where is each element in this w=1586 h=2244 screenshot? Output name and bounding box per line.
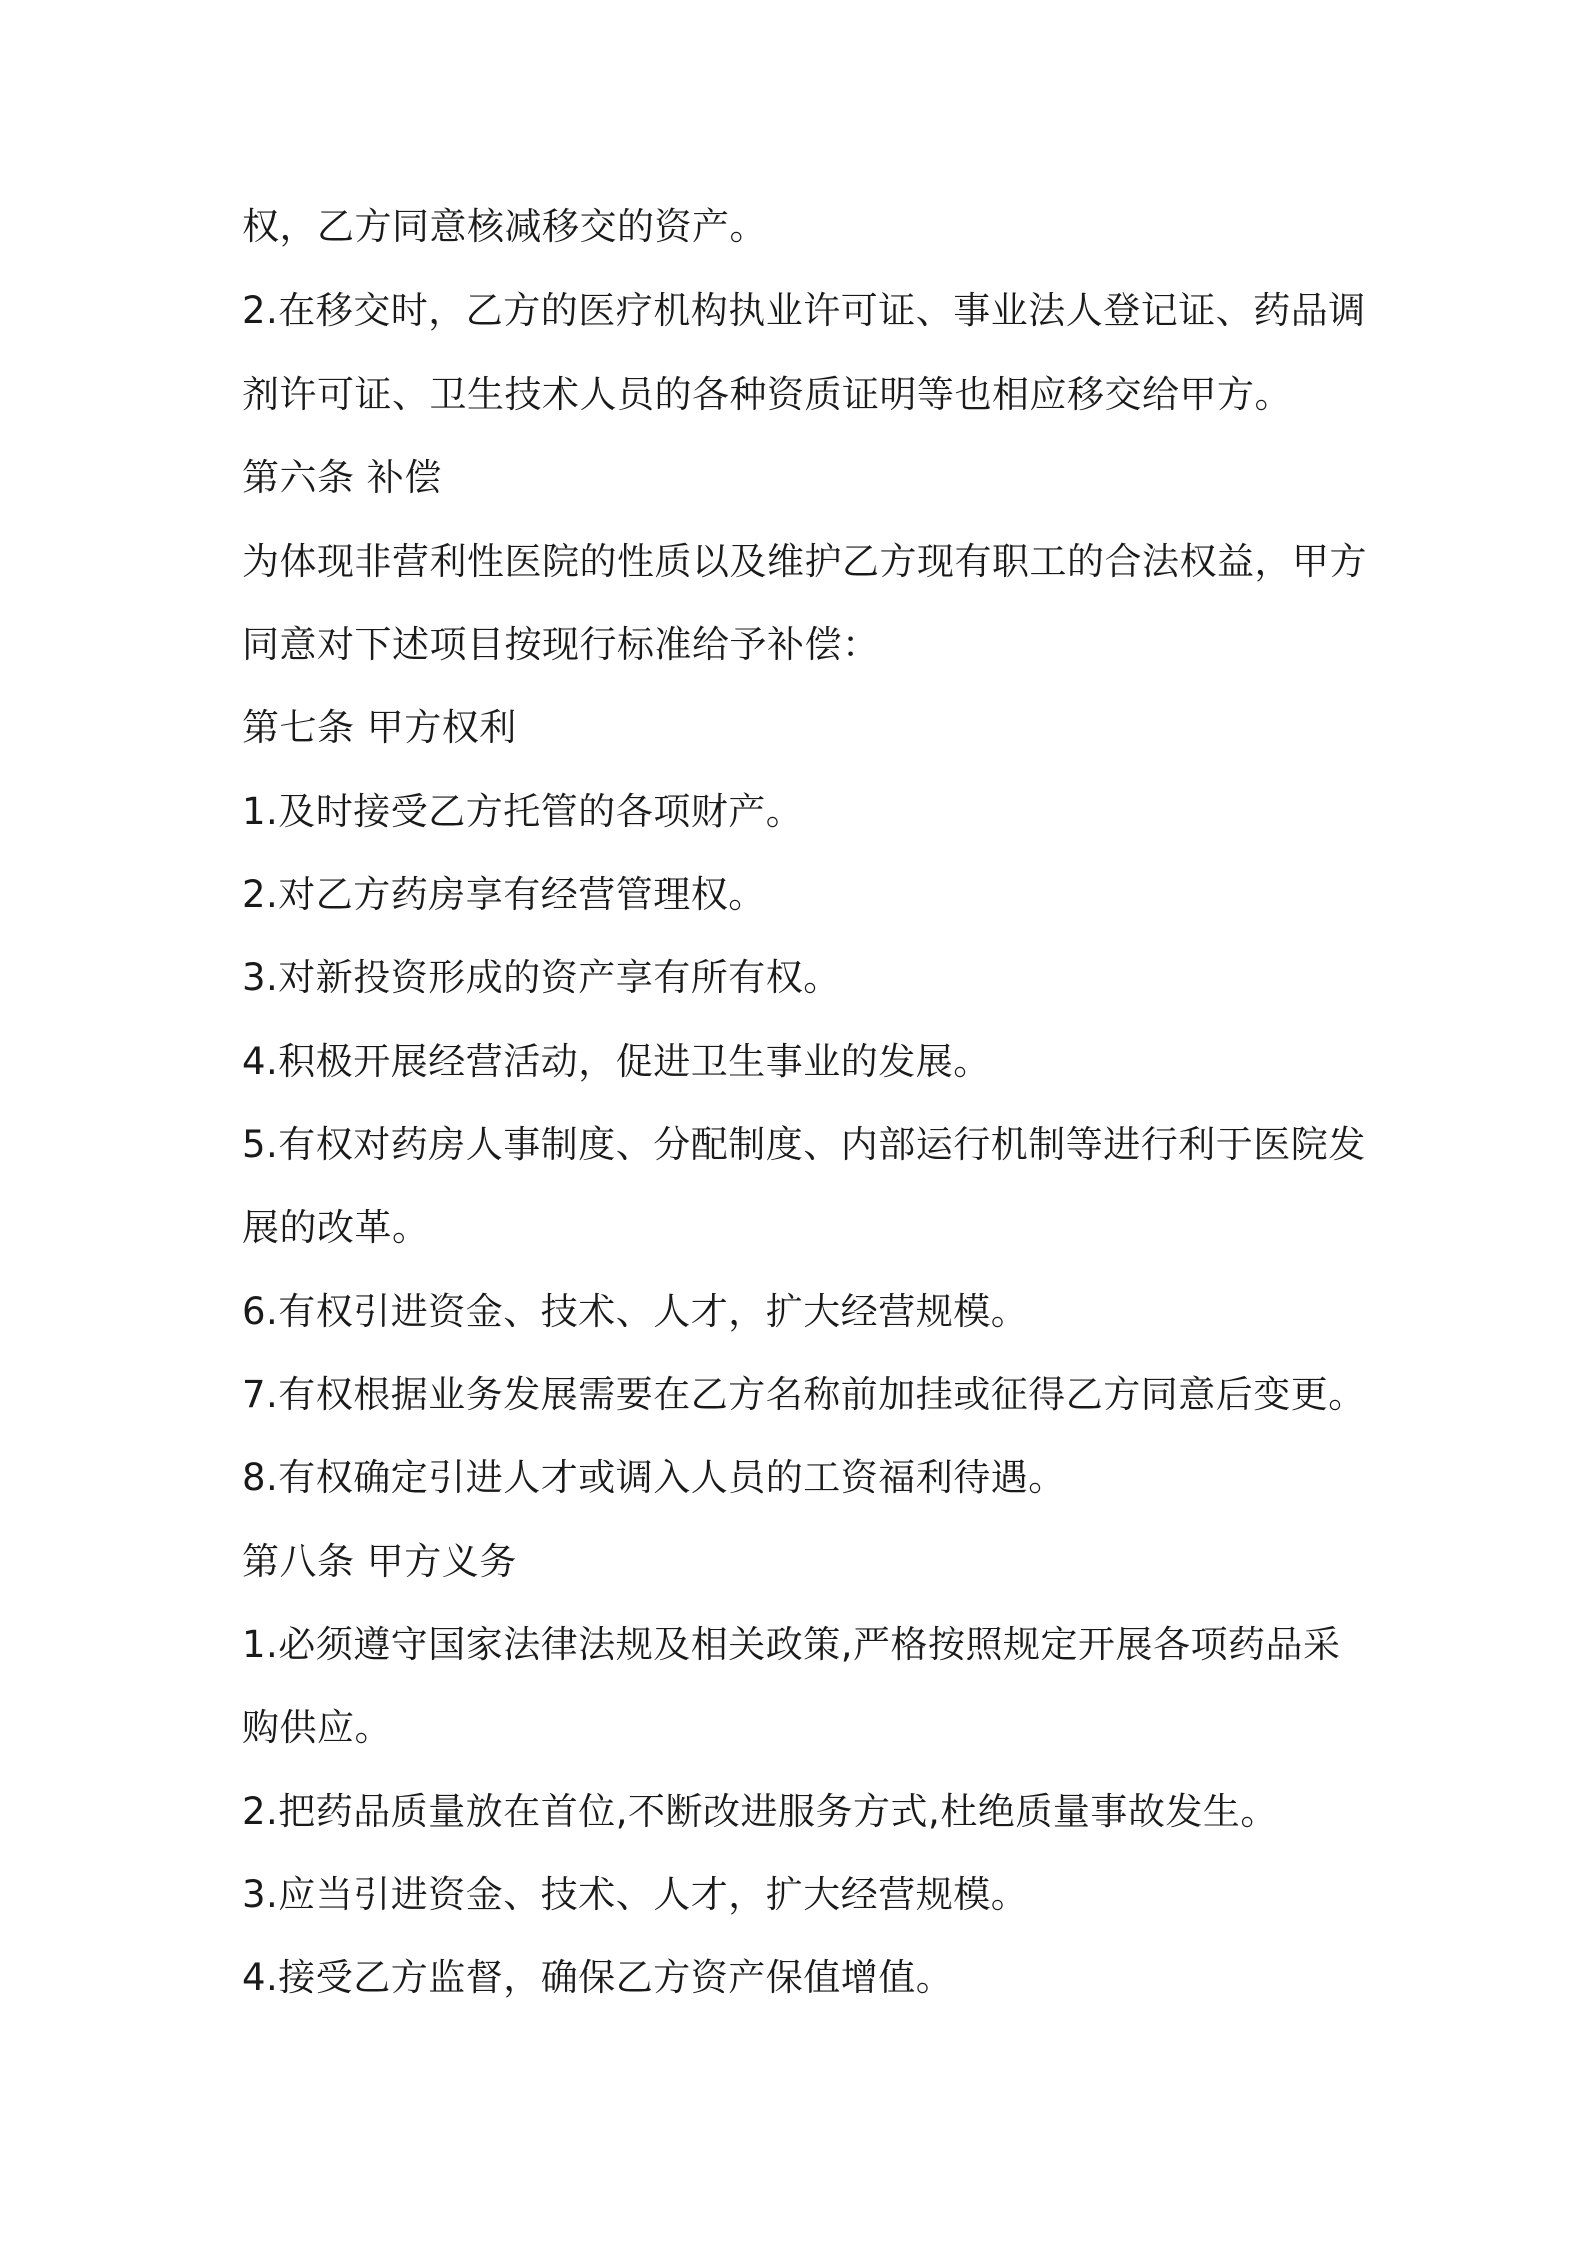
text-line: 5.有权对药房人事制度、分配制度、内部运行机制等进行利于医院发 (242, 1123, 1366, 1166)
text-line: 剂许可证、卫生技术人员的各种资质证明等也相应移交给甲方。 (242, 373, 1292, 416)
text-line: 6.有权引进资金、技术、人才，扩大经营规模。 (242, 1290, 1029, 1333)
text-line: 为体现非营利性医院的性质以及维护乙方现有职工的合法权益，甲方 (242, 540, 1367, 583)
text-line: 4.接受乙方监督，确保乙方资产保值增值。 (242, 1956, 954, 1999)
text-line: 3.对新投资形成的资产享有所有权。 (242, 956, 841, 999)
text-line: 2.对乙方药房享有经营管理权。 (242, 873, 766, 916)
section-heading: 第七条 甲方权利 (242, 706, 517, 749)
text-line: 1.必须遵守国家法律法规及相关政策,严格按照规定开展各项药品采 (242, 1623, 1341, 1666)
text-line: 购供应。 (242, 1706, 392, 1749)
text-line: 1.及时接受乙方托管的各项财产。 (242, 790, 804, 833)
text-line: 7.有权根据业务发展需要在乙方名称前加挂或征得乙方同意后变更。 (242, 1373, 1366, 1416)
text-line: 同意对下述项目按现行标准给予补偿： (242, 623, 880, 666)
text-line: 2.在移交时，乙方的医疗机构执业许可证、事业法人登记证、药品调 (242, 289, 1366, 332)
section-heading: 第八条 甲方义务 (242, 1540, 517, 1583)
text-line: 权，乙方同意核减移交的资产。 (242, 205, 767, 248)
text-line: 展的改革。 (242, 1206, 430, 1249)
section-heading: 第六条 补偿 (242, 456, 442, 499)
text-line: 8.有权确定引进人才或调入人员的工资福利待遇。 (242, 1456, 1066, 1499)
text-line: 4.积极开展经营活动，促进卫生事业的发展。 (242, 1040, 991, 1083)
text-line: 2.把药品质量放在首位,不断改进服务方式,杜绝质量事故发生。 (242, 1790, 1278, 1833)
text-line: 3.应当引进资金、技术、人才，扩大经营规模。 (242, 1873, 1029, 1916)
